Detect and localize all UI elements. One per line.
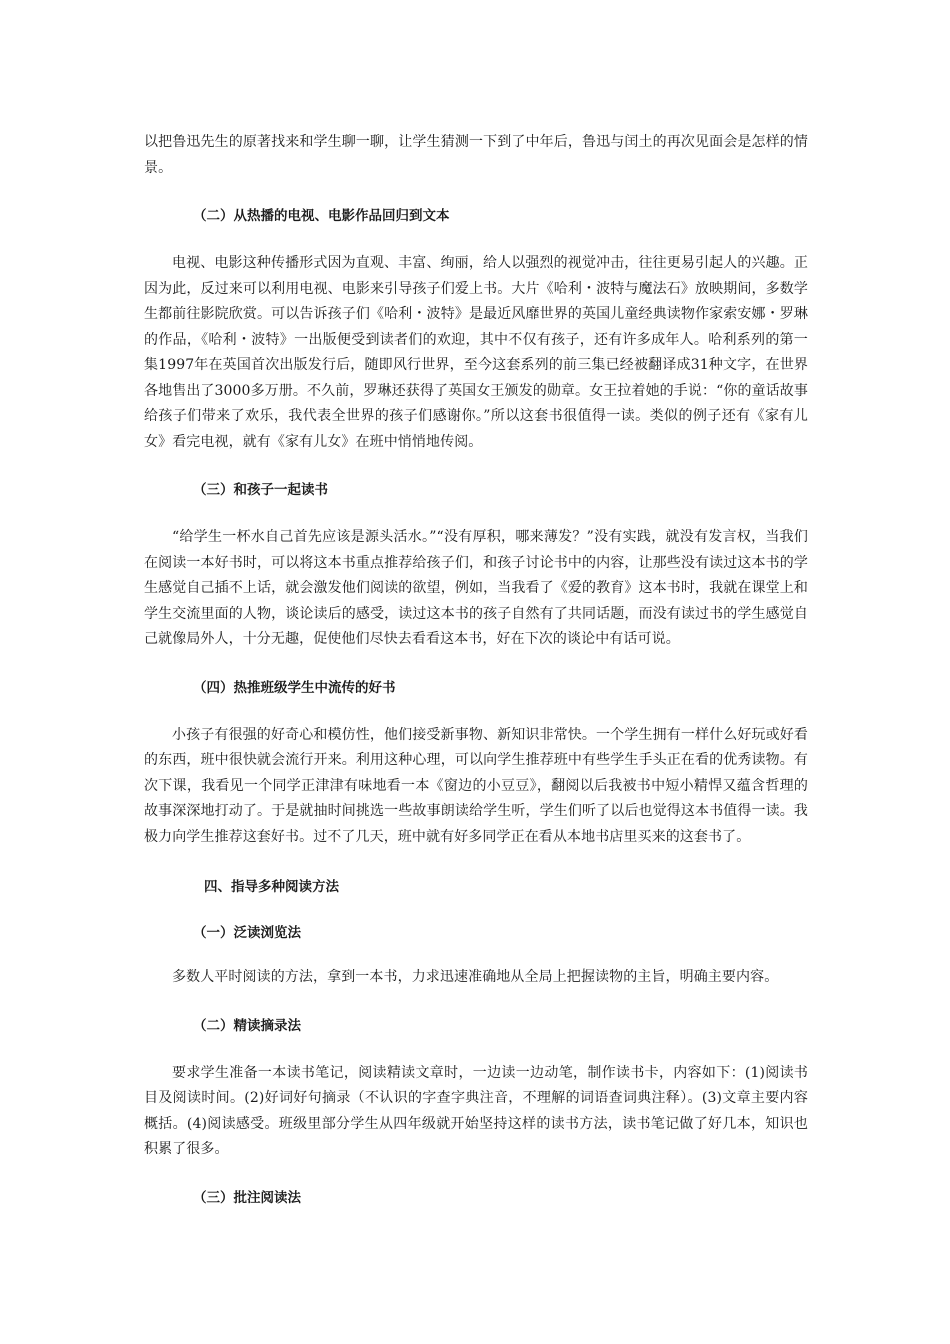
section-heading-extensive-reading: （一）泛读浏览法	[193, 925, 301, 941]
section-heading-intensive-reading: （二）精读摘录法	[193, 1017, 301, 1034]
paragraph-extensive-reading: 多数人平时阅读的方法，拿到一本书，力求迅速准确地从全局上把握读物的主旨，明确主要内容。	[172, 969, 779, 985]
section-heading-annotation-reading: （三）批注阅读法	[193, 1189, 301, 1206]
section-heading-tv-film: （二）从热播的电视、电影作品回归到文本	[193, 208, 450, 224]
paragraph-tv-film: 电视、电影这种传播形式因为直观、丰富、绚丽，给人以强烈的视觉冲击，往往更易引起人的兴趣。正因为此，反过来可以利用电视、电影来引导孩子们爱上书。大片《哈利・波特与魔法石》放映期间，多数学生都前往影院欣赏。可以告诉孩子们《哈利・波特》是最近风靡世界的英国儿童经典读物作家索安娜・罗琳的作品，《哈利・波特》一出版便受到读者们的欢迎，其中不仅有孩子，还有许多成年人。哈利系列的第一集1997年在英国首次出版发行后，随即风行世界，至今这套系列的前三集已经被翻译成31种文字，在世界各地售出了3000多万册。不久前，罗琳还获得了英国女王颁发的勋章。女王拉着她的手说：“你的童话故事给孩子们带来了欢乐，我代表全世界的孩子们感谢你。”所以这套书很值得一读。类似的例子还有《家有儿女》看完电视，就有《家有儿女》在班中悄悄地传阅。	[144, 255, 808, 450]
section-heading-popular-books: （四）热推班级学生中流传的好书	[193, 679, 396, 696]
document-page	[144, 130, 808, 1208]
paragraph-read-together: “给学生一杯水自己首先应该是源头活水。”“没有厚积，哪来薄发？”没有实践，就没有发言权，当我们在阅读一本好书时，可以将这本书重点推荐给孩子们，和孩子讨论书中的内容，让那些没有读过这本书的学生感觉自己插不上话，就会激发他们阅读的欲望，例如，当我看了《爱的教育》这本书时，我就在课堂上和学生交流里面的人物，谈论读后的感受，读过这本书的孩子自然有了共同话题，而没有读过书的学生感觉自己就像局外人，十分无趣，促使他们尽快去看看这本书，好在下次的谈论中有话可说。	[144, 529, 808, 647]
section-heading-read-together: （三）和孩子一起读书	[193, 482, 328, 498]
paragraph-popular-books: 小孩子有很强的好奇心和模仿性，他们接受新事物、新知识非常快。一个学生拥有一样什么好玩或好看的东西，班中很快就会流行开来。利用这种心理，可以向学生推荐班中有些学生手头正在看的优秀读物。有次下课，我看见一个同学正津津有味地看一本《窗边的小豆豆》，翻阅以后我被书中短小精悍又蕴含哲理的故事深深地打动了。于是就抽时间挑选一些故事朗读给学生听，学生们听了以后也觉得这本书值得一读。我极力向学生推荐这套好书。过不了几天，班中就有好多同学正在看从本地书店里买来的这套书了。	[144, 726, 808, 845]
paragraph-intensive-reading: 要求学生准备一本读书笔记，阅读精读文章时，一边读一边动笔，制作读书卡，内容如下：(1)阅读书目及阅读时间。(2)好词好句摘录（不认识的字查字典注音，不理解的词语查词典注释）。(3)文章主要内容概括。(4)阅读感受。班级里部分学生从四年级就开始坚持这样的读书方法，读书笔记做了好几本，知识也积累了很多。	[144, 1064, 808, 1157]
section-heading-reading-methods: 四、指导多种阅读方法	[204, 879, 339, 895]
paragraph-continuation: 以把鲁迅先生的原著找来和学生聊一聊，让学生猜测一下到了中年后，鲁迅与闰土的再次见面会是怎样的情景。	[144, 134, 808, 176]
